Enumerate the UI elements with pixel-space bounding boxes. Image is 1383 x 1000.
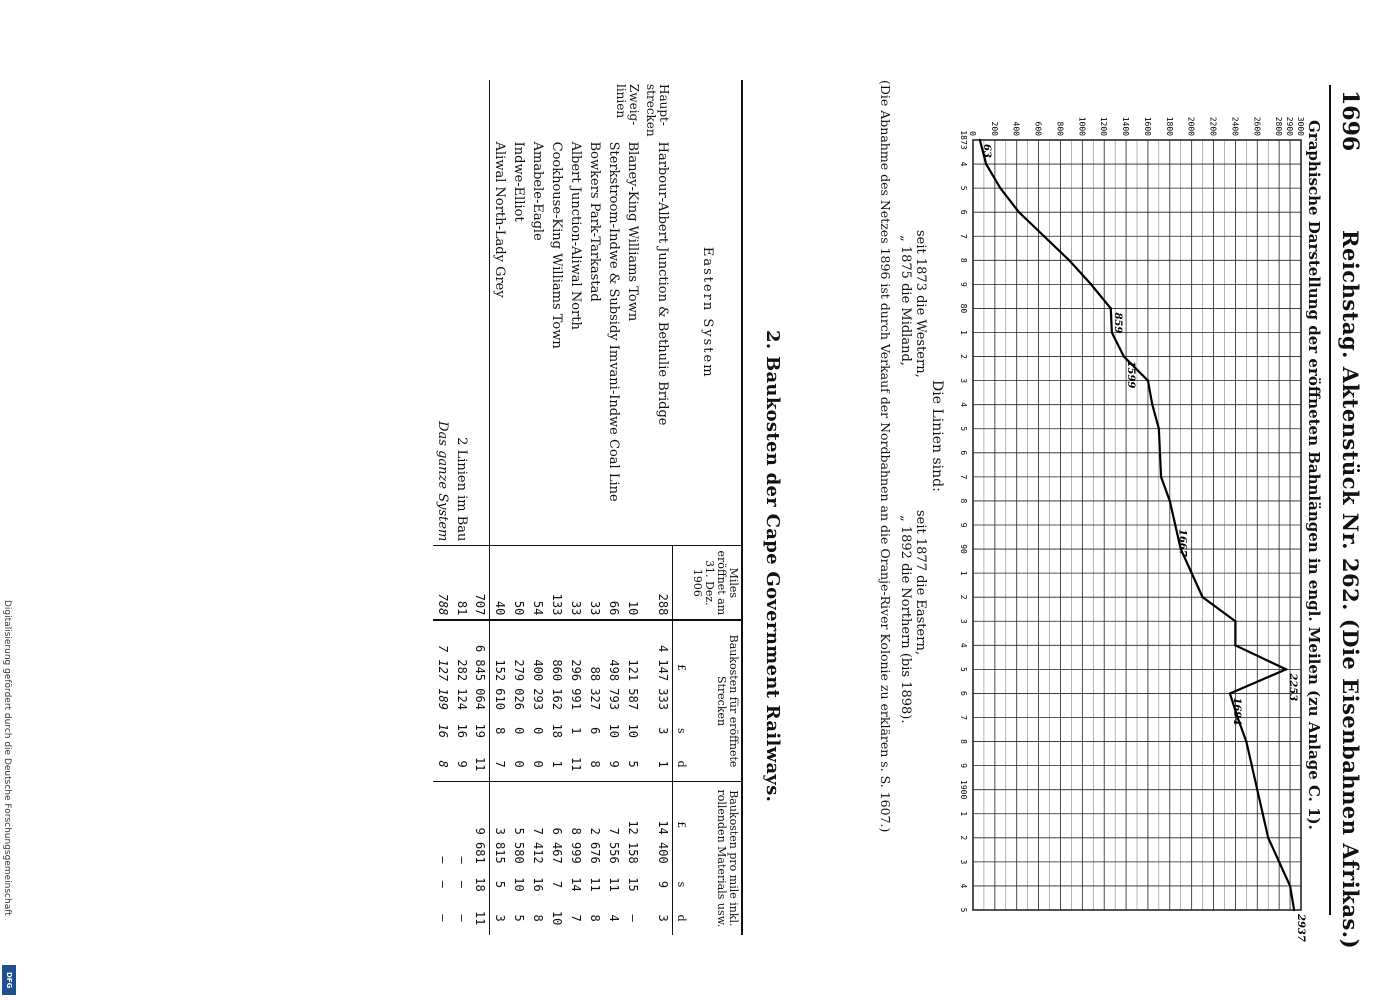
note-midland: „ 1875 die Midland, [898, 235, 913, 366]
running-header: Reichstag. Aktenstück Nr. 262. (Die Eisenbahnen Afrikas.) [1338, 230, 1363, 950]
data-point [979, 139, 981, 141]
x-tick-label: 7 [959, 474, 968, 480]
x-tick-label: 8 [959, 257, 968, 263]
cost-s: 10 [626, 723, 641, 739]
line-name: Aliwal North-Lady Grey [490, 138, 510, 546]
line-name: Bowkers Park-Tarkastad [586, 138, 605, 546]
miles-cell: 707 [472, 546, 491, 620]
pm-s: 11 [607, 877, 622, 892]
pm-d: — [626, 914, 641, 922]
x-tick-label: 1900 [959, 780, 968, 800]
chart-svg [948, 80, 1313, 942]
data-point [1262, 813, 1264, 815]
miles-cell: 33 [586, 546, 605, 620]
col-permile: Baukosten pro mile inkl. rollenden Materials usw. [689, 781, 742, 935]
cost-s: 16 [436, 723, 451, 739]
y-tick-label: 1600 [1142, 116, 1152, 136]
line-name: Sterkstroom-Indwe & Subsidy Imvani-Indwe Coal Line [605, 138, 624, 546]
empty-cell [472, 80, 491, 138]
pm-pound: 9 681 [472, 781, 491, 867]
note-eastern: seit 1877 die Eastern, [913, 510, 928, 655]
pm-pound: 7 556 [607, 827, 622, 864]
cost-pound: 7 127 189 [436, 644, 451, 710]
x-tick-label: 6 [959, 691, 968, 696]
pm-s: — [455, 880, 470, 889]
data-point [1158, 428, 1160, 430]
cost-d: 11 [567, 748, 586, 782]
pm-pound: 3 815 [493, 827, 508, 864]
x-tick-label: 4 [959, 642, 968, 648]
table-row [605, 80, 624, 935]
cost-pound: 498 793 [607, 659, 622, 710]
data-point [985, 163, 987, 165]
data-point [1147, 379, 1149, 381]
cost-s: 6 [588, 727, 603, 735]
cost-d: 9 [453, 748, 472, 782]
y-tick-label: 2900 [1285, 116, 1295, 136]
pm-d: 8 [588, 914, 603, 922]
group-branch: Zweig-linien [614, 84, 642, 126]
data-point [1278, 861, 1280, 863]
note-northern: „ 1892 die Northern (bis 1898). [898, 515, 913, 724]
data-label: 2253 [1287, 673, 1299, 702]
data-point [1289, 885, 1291, 887]
data-point [1090, 283, 1092, 285]
y-tick-label: 2800 [1274, 116, 1284, 136]
x-tick-label: 6 [959, 450, 968, 456]
x-tick-label: 4 [959, 402, 968, 408]
x-tick-label: 9 [959, 763, 968, 769]
cost-s: 18 [550, 723, 565, 739]
notes-title: Die Linien sind: [929, 380, 945, 492]
pm-pound: 7 412 [531, 827, 546, 864]
cost-pound: 121 587 [626, 659, 641, 710]
pm-s: 15 [626, 877, 641, 892]
construction-row [453, 80, 472, 935]
data-point [1201, 596, 1203, 598]
x-tick-label: 4 [959, 161, 968, 167]
data-point [1190, 572, 1192, 574]
y-tick-label: 1200 [1099, 116, 1109, 136]
section-title: 2. Baukosten der Cape Government Railways. [762, 330, 783, 803]
data-point [1234, 644, 1236, 646]
cost-d: 8 [434, 748, 453, 782]
unit-pm-pound: £ [673, 781, 690, 867]
y-tick-label: 2400 [1230, 116, 1240, 136]
miles-cell: 40 [490, 546, 510, 620]
header-rule [1329, 85, 1331, 915]
x-tick-label: 5 [959, 426, 968, 432]
miles-cell: 54 [529, 546, 548, 620]
pm-d: 7 [569, 914, 584, 922]
pm-d: 4 [607, 914, 622, 922]
y-tick-label: 200 [989, 121, 999, 136]
cost-pound: 88 327 [588, 666, 603, 710]
line-name: Cookhouse-King Williams Town [548, 138, 567, 546]
miles-cell: 33 [567, 546, 586, 620]
x-tick-label: 2 [959, 594, 968, 600]
y-tick-label: 2200 [1208, 116, 1218, 136]
cost-pound: 296 991 [569, 659, 584, 710]
data-point [1293, 909, 1295, 911]
page-number: 1696 [1337, 90, 1363, 152]
data-label: 2937 [1295, 914, 1307, 942]
miles-cell: 81 [453, 546, 472, 620]
x-tick-label: 1 [959, 330, 968, 335]
data-point [1251, 764, 1253, 766]
unit-pound: £ [673, 620, 690, 714]
pm-pound: — [436, 856, 451, 864]
cost-d: 8 [586, 748, 605, 782]
pm-d: 5 [512, 914, 527, 922]
sidebar-text: Digitalisierung gefördert durch die Deutsche Forschungsgemeinschaft [2, 600, 12, 916]
pm-s: 5 [493, 880, 508, 889]
x-tick-label: 90 [959, 544, 968, 554]
table-row [624, 80, 643, 935]
cost-pound: 860 162 [550, 659, 565, 710]
cost-pound: 152 610 [493, 659, 508, 710]
x-tick-label: 3 [959, 378, 968, 384]
miles-cell: 788 [434, 546, 453, 620]
x-tick-label: 7 [959, 715, 968, 720]
data-label: 1694 [1230, 697, 1242, 726]
pm-d: 11 [472, 901, 491, 935]
note-western: seit 1873 die Western, [913, 230, 928, 378]
x-tick-label: 5 [959, 185, 968, 191]
cost-pound: 4 147 333 [656, 644, 670, 710]
data-point [1043, 235, 1045, 237]
system-header: Eastern System [673, 80, 743, 546]
table-row [510, 80, 529, 935]
unit-miles [673, 546, 690, 620]
data-label: 1599 [1124, 360, 1136, 389]
x-tick-label: 8 [959, 498, 968, 504]
data-point [1068, 259, 1070, 261]
data-point [1229, 692, 1231, 694]
cost-s: 16 [455, 723, 470, 739]
table-row [643, 80, 673, 935]
x-tick-label: 3 [959, 859, 968, 865]
pm-d: — [455, 914, 470, 922]
miles-cell: 133 [548, 546, 567, 620]
col-miles: Miles eröffnet am 31. Dez. 1906 [689, 546, 742, 620]
pm-pound: 2 676 [588, 827, 603, 864]
note-bottom: (Die Abnahme des Netzes 1896 ist durch Verkauf der Nordbahnen an die Oranje-River Kolonie zu erklären s. S. 1607.) [878, 80, 893, 833]
cost-d: 7 [490, 748, 510, 782]
y-tick-label: 1800 [1164, 116, 1174, 136]
subtotal-row [472, 80, 491, 935]
chart-title: Graphische Darstellung der eröffneten Bahnlängen in engl. Meilen (zu Anlage C. 1). [1305, 120, 1323, 830]
y-tick-label: 2600 [1252, 116, 1262, 136]
cost-s: 0 [531, 727, 546, 735]
data-point [1160, 476, 1162, 478]
pm-d: 10 [550, 910, 565, 926]
cost-pound: 6 845 064 [472, 620, 491, 714]
cost-d: 9 [605, 748, 624, 782]
empty-cell [434, 80, 453, 138]
line-chart [948, 80, 1313, 942]
y-tick-label: 2000 [1186, 116, 1196, 136]
line-name: Indwe-Elliot [510, 138, 529, 546]
pm-d: — [436, 914, 451, 922]
x-tick-label: 5 [959, 666, 968, 672]
x-tick-label: 1873 [959, 130, 968, 150]
pm-s: 16 [531, 877, 546, 892]
x-tick-label: 2 [959, 354, 968, 359]
table-row [567, 80, 586, 935]
col-cost: Baukosten für eröffnete Strecken [689, 620, 742, 781]
y-tick-label: 600 [1033, 121, 1043, 136]
miles-cell: 66 [605, 546, 624, 620]
x-tick-label: 9 [959, 281, 968, 287]
data-point [1159, 452, 1161, 454]
data-point [1123, 355, 1125, 357]
data-point [1110, 307, 1112, 309]
dfg-logo: DFG [2, 965, 16, 995]
y-tick-label: 800 [1055, 121, 1065, 136]
cost-s: 3 [656, 727, 670, 735]
cost-d: 0 [529, 748, 548, 782]
line-name: Albert Junction-Aliwal North [567, 138, 586, 546]
cost-pound: 282 124 [455, 659, 470, 710]
row-label: Das ganze System [434, 138, 453, 546]
unit-s: s [673, 714, 690, 748]
cost-d: 5 [624, 748, 643, 782]
pm-s: 11 [588, 877, 603, 892]
table-row [529, 80, 548, 935]
cost-s: 19 [472, 714, 491, 748]
data-point [1018, 211, 1020, 213]
x-tick-label: 6 [959, 209, 968, 215]
pm-pound: 8 999 [569, 827, 584, 864]
pm-pound: 12 158 [626, 820, 641, 864]
data-point [1234, 620, 1236, 622]
x-tick-label: 7 [959, 233, 968, 239]
row-label: 2 Linien im Bau [453, 138, 472, 546]
pm-s: 9 [656, 880, 670, 889]
group-main: Haupt-strecken [644, 84, 672, 137]
unit-pm-s: s [673, 868, 690, 902]
miles-cell: 50 [510, 546, 529, 620]
miles-cell: 10 [624, 546, 643, 620]
y-tick-label: 1000 [1077, 116, 1087, 136]
cost-table [434, 80, 744, 935]
cost-d: 1 [548, 748, 567, 782]
cost-s: 1 [569, 727, 584, 735]
x-tick-label: 3 [959, 618, 968, 624]
pm-s: 14 [569, 877, 584, 892]
data-point [1285, 668, 1287, 670]
table-row [548, 80, 567, 935]
y-tick-label: 3000 [1296, 116, 1305, 136]
cost-s: 8 [493, 727, 508, 735]
pm-s: 10 [512, 877, 527, 892]
y-tick-label: 0 [968, 131, 977, 136]
pm-s: 7 [550, 880, 565, 889]
line-name: Amabele-Eagle [529, 138, 548, 546]
data-point [1151, 403, 1153, 405]
pm-d: 8 [531, 914, 546, 922]
whole-system-row [434, 80, 453, 935]
unit-d: d [673, 748, 690, 782]
pm-pound: — [455, 856, 470, 864]
cost-pound: 279 026 [512, 659, 527, 710]
data-label: 63 [980, 144, 992, 158]
data-point [1169, 500, 1171, 502]
data-point [999, 187, 1001, 189]
pm-pound: 6 467 [550, 827, 565, 864]
pm-d: 3 [493, 914, 508, 922]
x-tick-label: 8 [959, 739, 968, 744]
pm-d: 3 [656, 914, 670, 922]
y-tick-label: 1400 [1121, 116, 1131, 136]
table-row [490, 80, 510, 935]
miles-cell: 288 [643, 546, 673, 620]
cost-d: 0 [510, 748, 529, 782]
data-label: 1667 [1176, 529, 1188, 557]
line-name: Harbour-Albert Junction & Bethulie Bridge [643, 138, 673, 546]
data-label: 859 [1111, 312, 1123, 334]
cost-s: 10 [607, 723, 622, 739]
cost-pound: 400 293 [531, 659, 546, 710]
x-tick-label: 2 [959, 835, 968, 841]
pm-s: 18 [472, 868, 491, 902]
x-tick-label: 5 [959, 907, 968, 913]
pm-pound: 14 400 [656, 820, 670, 864]
x-tick-label: 9 [959, 522, 968, 528]
data-point [1174, 524, 1176, 526]
data-point [1267, 837, 1269, 839]
y-tick-label: 400 [1011, 121, 1021, 136]
data-point [1256, 788, 1258, 790]
pm-s: — [436, 880, 451, 889]
pm-pound: 5 580 [512, 827, 527, 864]
x-tick-label: 1 [959, 570, 968, 576]
x-tick-label: 80 [959, 303, 968, 314]
data-point [1245, 740, 1247, 742]
cost-d: 1 [643, 748, 673, 782]
x-tick-label: 1 [959, 811, 968, 817]
cost-s: 0 [512, 727, 527, 735]
row-label [472, 138, 491, 546]
cost-d: 11 [472, 748, 491, 782]
unit-pm-d: d [673, 901, 690, 935]
x-tick-label: 4 [959, 883, 968, 889]
empty-cell [453, 80, 472, 138]
line-name: Blaney-King Williams Town [624, 138, 643, 546]
table-row [586, 80, 605, 935]
